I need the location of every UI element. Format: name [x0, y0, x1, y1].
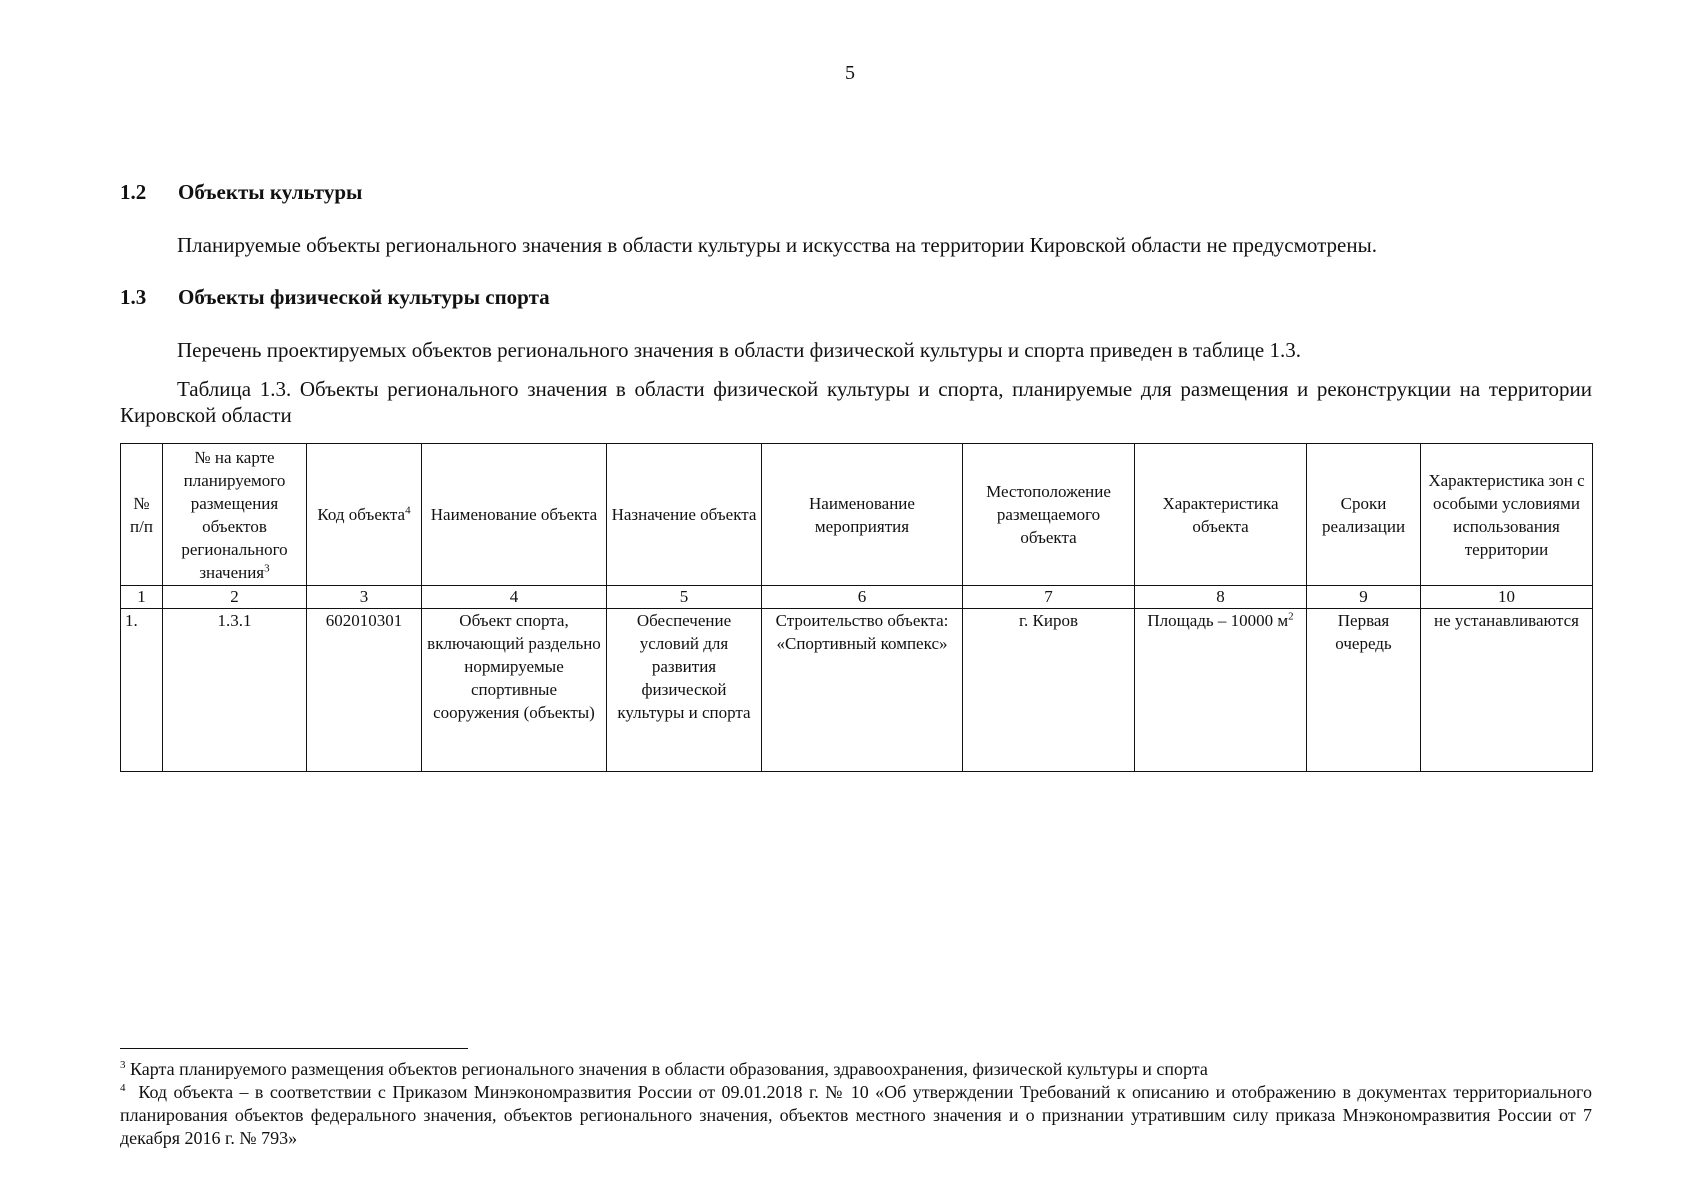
cell-terms: Первая очередь [1307, 609, 1421, 772]
superscript: 2 [1288, 610, 1294, 623]
column-number: 3 [307, 586, 422, 609]
header-cell-code: Код объекта$^4$ [307, 444, 422, 586]
header-cell-purpose: Назначение объекта [607, 444, 762, 586]
section-title: Объекты культуры [178, 180, 363, 204]
objects-table [120, 443, 1593, 772]
header-cell-zones: Характеристика зон с особыми условиями использования территории [1421, 444, 1593, 586]
column-number-row [121, 586, 1593, 609]
cell-code: 602010301 [307, 609, 422, 772]
column-number: 4 [422, 586, 607, 609]
cell-location: г. Киров [963, 609, 1135, 772]
page-number: 5 [845, 62, 855, 84]
header-cell-measure: Наименование мероприятия [762, 444, 963, 586]
column-number: 2 [163, 586, 307, 609]
footnote-ref: 4 [405, 504, 411, 517]
table-header-row [121, 444, 1593, 586]
footnote-text: Карта планируемого размещения объектов регионального значения в области образования, здравоохранения, физической культуры и спорта [130, 1059, 1208, 1079]
header-cell-num: № п/п [121, 444, 163, 586]
column-number: 7 [963, 586, 1135, 609]
header-cell-location: Местоположение размещаемого объекта [963, 444, 1135, 586]
column-number: 5 [607, 586, 762, 609]
footnote-mark: 4 [120, 1082, 126, 1094]
column-number: 8 [1135, 586, 1307, 609]
header-cell-map-num: № на карте планируемого размещения объектов регионального значения$^3$ [163, 444, 307, 586]
footnote [120, 1058, 1592, 1081]
header-cell-characteristic: Характеристика объекта [1135, 444, 1307, 586]
cell-measure: Строительство объекта: «Спортивный компекс» [762, 609, 963, 772]
section-heading-sport [120, 285, 550, 310]
footnote-ref: 3 [264, 561, 270, 574]
column-number: 9 [1307, 586, 1421, 609]
section-number: 1.3 [120, 285, 147, 309]
cell-purpose: Обеспечение условий для развития физической культуры и спорта [607, 609, 762, 772]
header-cell-object-name: Наименование объекта [422, 444, 607, 586]
section-heading-culture [120, 180, 362, 205]
table-row [121, 609, 1593, 772]
header-cell-terms: Сроки реализации [1307, 444, 1421, 586]
column-number: 1 [121, 586, 163, 609]
section-title: Объекты физической культуры спорта [178, 285, 550, 309]
cell-zones: не устанавливаются [1421, 609, 1593, 772]
footnote-mark: 3 [120, 1059, 126, 1071]
footnote-text: Код объекта – в соответствии с Приказом Минэкономразвития России от 09.01.2018 г. № 10 «Об утверждении Требований к описанию и отображению в документах территориального планирования объектов федерального значения, объектов регионального значения, объектов местного значения и о признании утратившим силу приказа Мнэкономразвития России от 7 декабря 2016 г. № 793» [120, 1082, 1592, 1148]
column-number: 10 [1421, 586, 1593, 609]
cell-map-num: 1.3.1 [163, 609, 307, 772]
section-number: 1.2 [120, 180, 147, 204]
cell-characteristic: Площадь – 10000 $м^2$ [1135, 609, 1307, 772]
footnote [120, 1081, 1592, 1150]
section-paragraph-culture: Планируемые объекты регионального значения в области культуры и искусства на территории Кировской области не предусмотрены. [177, 233, 1377, 257]
section-paragraph-sport: Перечень проектируемых объектов регионального значения в области физической культуры и спорта приведен в таблице 1.3. [177, 338, 1302, 362]
table-caption: Таблица 1.3. Объекты регионального значения в области физической культуры и спорта, планируемые для размещения и реконструкции на территории Кировской области [120, 377, 1592, 427]
cell-object-name: Объект спорта, включающий раздельно нормируемые спортивные сооружения (объекты) [422, 609, 607, 772]
footnotes [120, 1058, 1592, 1150]
column-number: 6 [762, 586, 963, 609]
footnote-separator [120, 1048, 468, 1049]
cell-num: 1. [121, 609, 163, 772]
